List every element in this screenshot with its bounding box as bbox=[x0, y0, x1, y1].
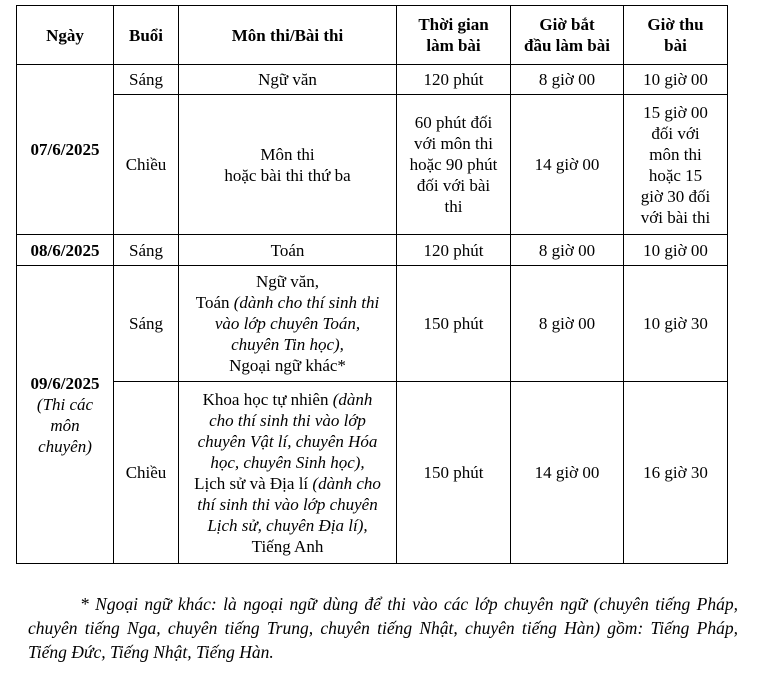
header-start-line1: Giờ bắt bbox=[539, 15, 595, 34]
session-cell: Chiều bbox=[114, 382, 179, 564]
end-time-cell: 10 giờ 00 bbox=[624, 235, 728, 266]
header-date: Ngày bbox=[17, 6, 114, 65]
subject-note-line: vào lớp chuyên Toán, bbox=[214, 314, 361, 333]
start-time-cell: 8 giờ 00 bbox=[511, 235, 624, 266]
subject-line: Ngữ văn, bbox=[255, 272, 320, 291]
header-start-line2: đầu làm bài bbox=[524, 36, 610, 55]
end-time-line: giờ 30 đối bbox=[640, 186, 711, 206]
table-row bbox=[17, 266, 728, 382]
header-start-time bbox=[511, 6, 624, 65]
subject-note-line: chuyên Vật lí, chuyên Hóa bbox=[197, 431, 378, 451]
end-time-cell: 16 giờ 30 bbox=[624, 382, 728, 564]
header-duration-line2: làm bài bbox=[426, 36, 481, 55]
subject-name: Lịch sử và Địa lí bbox=[194, 473, 313, 493]
subject-line bbox=[182, 389, 393, 410]
start-time-cell: 8 giờ 00 bbox=[511, 266, 624, 382]
start-time-cell: 14 giờ 00 bbox=[511, 95, 624, 235]
date-note-line: chuyên) bbox=[38, 436, 92, 456]
date-cell-day3 bbox=[17, 266, 114, 564]
session-cell: Sáng bbox=[114, 235, 179, 266]
session-cell: Sáng bbox=[114, 266, 179, 382]
end-time-line: hoặc 15 bbox=[648, 165, 703, 185]
subject-cell: Toán bbox=[179, 235, 397, 266]
subject-name: Khoa học tự nhiên bbox=[202, 389, 333, 409]
date-value: 09/6/2025 bbox=[30, 373, 100, 393]
header-duration bbox=[397, 6, 511, 65]
duration-cell: 120 phút bbox=[397, 65, 511, 95]
subject-note-line: chuyên Tin học), bbox=[231, 335, 344, 354]
table-row bbox=[17, 382, 728, 564]
duration-line: đối với bài bbox=[416, 176, 491, 195]
subject-line: Ngoại ngữ khác* bbox=[229, 356, 346, 375]
subject-line: Tiếng Anh bbox=[251, 536, 324, 556]
duration-line: 60 phút đối bbox=[414, 113, 493, 132]
duration-line: với môn thi bbox=[414, 134, 493, 153]
date-cell-day1: 07/6/2025 bbox=[17, 65, 114, 235]
subject-cell bbox=[179, 266, 397, 382]
end-time-line: đối với bbox=[651, 123, 700, 143]
date-cell-day2: 08/6/2025 bbox=[17, 235, 114, 266]
subject-note-line: cho thí sinh thi vào lớp bbox=[209, 410, 366, 430]
duration-line: thi bbox=[444, 197, 463, 216]
header-end-time bbox=[624, 6, 728, 65]
end-time-line: với bài thi bbox=[640, 207, 711, 227]
end-time-cell: 10 giờ 00 bbox=[624, 65, 728, 95]
subject-name: Toán bbox=[195, 293, 234, 312]
end-time-cell: 10 giờ 30 bbox=[624, 266, 728, 382]
date-note-line: (Thi các bbox=[36, 394, 94, 414]
start-time-cell: 14 giờ 00 bbox=[511, 382, 624, 564]
header-session: Buổi bbox=[114, 6, 179, 65]
subject-note: (dành cho bbox=[312, 473, 381, 493]
table-header-row bbox=[17, 6, 728, 65]
table-row bbox=[17, 65, 728, 95]
end-time-cell bbox=[624, 95, 728, 235]
subject-line: hoặc bài thi thứ ba bbox=[224, 165, 351, 185]
subject-cell: Ngữ văn bbox=[179, 65, 397, 95]
subject-line: Môn thi bbox=[260, 144, 315, 164]
table-row bbox=[17, 95, 728, 235]
subject-line bbox=[182, 473, 393, 494]
start-time-cell: 8 giờ 00 bbox=[511, 65, 624, 95]
end-time-line: môn thi bbox=[649, 144, 702, 164]
exam-schedule-table bbox=[16, 5, 728, 564]
duration-cell bbox=[397, 95, 511, 235]
duration-cell: 150 phút bbox=[397, 266, 511, 382]
subject-note-line: thí sinh thi vào lớp chuyên bbox=[197, 494, 378, 514]
header-duration-line1: Thời gian bbox=[418, 15, 489, 34]
header-subject: Môn thi/Bài thi bbox=[179, 6, 397, 65]
duration-line: hoặc 90 phút bbox=[409, 155, 498, 174]
header-end-line1: Giờ thu bbox=[647, 15, 704, 34]
subject-note: (dành cho thí sinh thi bbox=[233, 293, 380, 312]
table-row bbox=[17, 235, 728, 266]
subject-line bbox=[182, 292, 393, 313]
duration-cell: 120 phút bbox=[397, 235, 511, 266]
session-cell: Sáng bbox=[114, 65, 179, 95]
subject-cell bbox=[179, 382, 397, 564]
date-note-line: môn bbox=[50, 415, 80, 435]
subject-cell bbox=[179, 95, 397, 235]
end-time-line: 15 giờ 00 bbox=[643, 102, 708, 122]
duration-cell: 150 phút bbox=[397, 382, 511, 564]
footnote: * Ngoại ngữ khác: là ngoại ngữ dùng để thi vào các lớp chuyên ngữ (chuyên tiếng Pháp, chuyên tiếng Nga, chuyên tiếng Trung, chuyên tiếng Nhật, chuyên tiếng Hàn) gồm: Tiếng Pháp, Tiếng Đức, Tiếng Nhật, Tiếng Hàn. bbox=[28, 594, 738, 662]
session-cell: Chiều bbox=[114, 95, 179, 235]
subject-note-line: Lịch sử, chuyên Địa lí), bbox=[207, 515, 368, 535]
subject-note-line: học, chuyên Sinh học), bbox=[210, 452, 365, 472]
subject-note: (dành bbox=[332, 389, 373, 409]
header-end-line2: bài bbox=[664, 36, 687, 55]
